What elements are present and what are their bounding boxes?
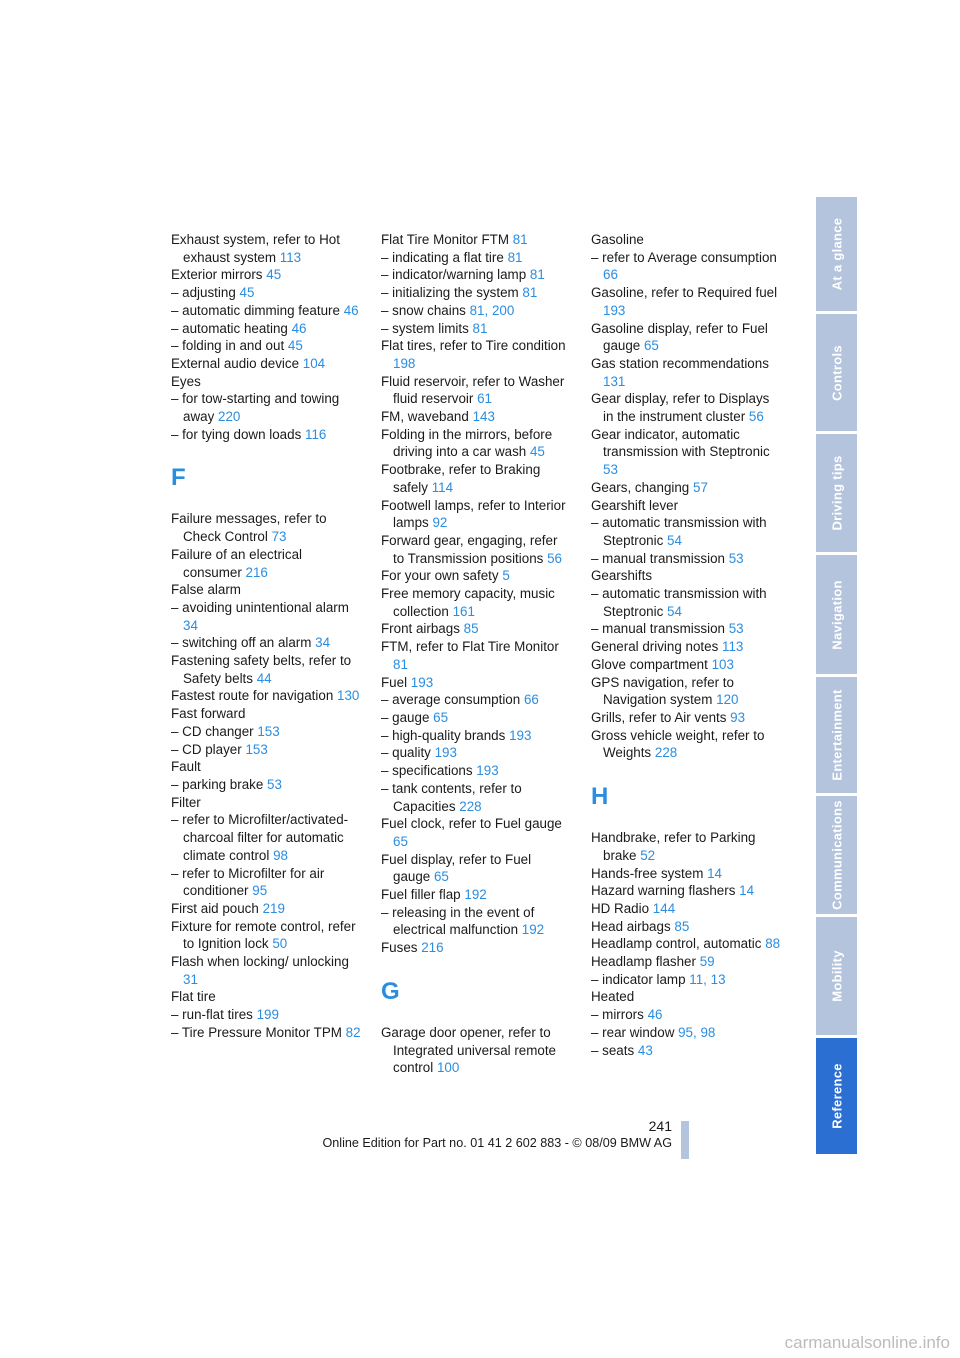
page-link[interactable]: 228 [459, 798, 482, 814]
tab-label: Reference [829, 1063, 844, 1129]
section-letter: H [591, 783, 609, 811]
page-link[interactable]: 5 [502, 568, 510, 584]
watermark: carmanualsonline.info [784, 1333, 950, 1352]
entry-text: – automatic dimming feature [171, 302, 340, 318]
index-entry [591, 988, 781, 1006]
index-entry [381, 461, 571, 496]
tab-navigation[interactable] [816, 555, 857, 674]
page-link[interactable]: 228 [654, 745, 678, 761]
index-entry [171, 741, 361, 759]
entry-text: Fault [171, 759, 201, 775]
page-link[interactable]: 199 [256, 1007, 279, 1023]
page-link[interactable]: 193 [509, 727, 532, 743]
page-link[interactable]: 98 [273, 847, 288, 863]
entry-text: False alarm [171, 582, 241, 598]
page-link[interactable]: 66 [523, 692, 539, 708]
entry-text: – automatic transmission with Steptronic [591, 515, 767, 548]
page-link[interactable]: 54 [667, 603, 682, 619]
page-link[interactable]: 14 [739, 883, 755, 899]
index-entry [171, 723, 361, 741]
page-link[interactable]: 81 [472, 320, 488, 336]
tab-label: Communications [829, 800, 844, 910]
page-link[interactable]: 45 [239, 285, 255, 301]
index-entry [381, 904, 571, 939]
index-entry [171, 988, 361, 1006]
entry-text: Filter [171, 794, 201, 810]
entry-text: Flat tires, refer to Tire condition [381, 338, 566, 354]
index-entry [171, 776, 361, 794]
page-link[interactable]: 198 [393, 355, 416, 371]
entry-text: Footwell lamps, refer to Interior lamps [381, 497, 566, 531]
entry-text: HD Radio [591, 900, 650, 916]
index-entry [171, 811, 361, 864]
entry-text: Handbrake, refer to Parking brake [591, 830, 756, 863]
index-entry [171, 865, 361, 900]
entry-text: Fastening safety belts, refer to Safety belts [171, 653, 352, 686]
page-link[interactable]: 93 [730, 709, 746, 725]
entry-text: Fast forward [171, 706, 246, 722]
page-link[interactable]: 193 [410, 674, 434, 690]
index-entry [381, 638, 571, 673]
page-link[interactable]: 113 [279, 249, 302, 265]
page-link[interactable]: 95 [252, 883, 268, 899]
page-link[interactable]: 192 [521, 922, 545, 938]
index-entry [591, 249, 781, 284]
entry-text: – mirrors [591, 1007, 644, 1023]
page-link[interactable]: 143 [472, 409, 495, 425]
page-link[interactable]: 45 [266, 267, 282, 283]
page-link[interactable]: 100 [436, 1060, 460, 1076]
entry-text: – manual transmission [591, 621, 725, 637]
entry-text: – system limits [381, 320, 469, 336]
page-link[interactable]: 220 [218, 409, 241, 425]
index-entry [381, 762, 571, 780]
section-letter: G [381, 977, 400, 1005]
page-link[interactable]: 65 [433, 869, 449, 885]
page-number: 241 [648, 1118, 672, 1134]
index-entry [591, 865, 781, 883]
page-link[interactable]: 14 [707, 865, 723, 881]
index-entry [171, 426, 361, 444]
page-link[interactable]: 193 [434, 745, 457, 761]
index-column-3 [591, 231, 781, 1059]
entry-text: Exterior mirrors [171, 267, 263, 283]
entry-text: Fuel [381, 674, 408, 690]
tab-label: Driving tips [829, 455, 844, 531]
page-link[interactable]: 34 [315, 635, 331, 651]
page-link[interactable]: 50 [272, 936, 288, 952]
page-link[interactable]: 31 [183, 971, 198, 987]
entry-text: – refer to Microfilter/activated-charcoal filter for automatic climate control [171, 812, 349, 863]
index-entry [171, 705, 361, 723]
page-marker-bar [681, 1121, 689, 1159]
page-link[interactable]: 65 [393, 833, 408, 849]
index-entry [381, 674, 571, 692]
entry-text: Fastest route for navigation [171, 688, 334, 704]
index-entry [591, 953, 781, 971]
entry-text: – indicator/warning lamp [381, 267, 527, 283]
entry-text: Front airbags [381, 621, 460, 637]
page-link[interactable]: 81 [469, 302, 485, 318]
entry-text: – for tow-starting and towing away [171, 391, 340, 425]
index-entry [171, 1024, 361, 1042]
entry-text: Failure messages, refer to Check Control [171, 511, 327, 545]
page-link[interactable]: 81 [507, 249, 523, 265]
page-link[interactable]: 52 [640, 847, 656, 863]
index-entry [171, 302, 361, 320]
entry-text: – average consumption [381, 692, 521, 708]
entry-text: Grills, refer to Air vents [591, 709, 727, 725]
page-link[interactable]: 66 [603, 267, 618, 283]
page-link[interactable]: 192 [464, 887, 487, 903]
entry-text: Fluid reservoir, refer to Washer fluid reservoir [381, 373, 565, 407]
index-entry [171, 758, 361, 776]
entry-text: Eyes [171, 373, 201, 389]
entry-text: Glove compartment [591, 656, 708, 672]
page-link[interactable]: 81 [522, 285, 538, 301]
entry-text: Hazard warning flashers [591, 883, 736, 899]
page-link[interactable]: 92 [432, 515, 448, 531]
page-link[interactable]: 65 [433, 709, 449, 725]
index-entry [171, 918, 361, 953]
entry-text: – indicating a flat tire [381, 249, 504, 265]
page-link[interactable]: 216 [421, 940, 444, 956]
index-entry [591, 918, 781, 936]
index-entry [591, 638, 781, 656]
entry-text: – for tying down loads [171, 426, 302, 442]
entry-text: Fuel display, refer to Fuel gauge [381, 851, 532, 885]
entry-text: Gasoline, refer to Required fuel [591, 285, 778, 301]
page-link[interactable]: 81 [529, 267, 545, 283]
page-link[interactable]: 13 [710, 971, 726, 987]
entry-text: Gear indicator, automatic transmission with Steptronic [591, 426, 770, 460]
page-link[interactable]: 46 [291, 320, 307, 336]
index-entry [171, 231, 361, 266]
index-entry [381, 426, 571, 461]
page-link[interactable]: 81 [393, 656, 408, 672]
entry-text: Head airbags [591, 918, 671, 934]
chapter-tabs [816, 197, 857, 1157]
index-entry [171, 337, 361, 355]
index-entry [171, 581, 361, 599]
entry-text: Folding in the mirrors, before driving into a car wash [381, 426, 553, 460]
index-entry [171, 953, 361, 988]
tab-entertainment[interactable] [816, 677, 857, 793]
index-entry [171, 373, 361, 391]
index-entry [381, 532, 571, 567]
index-entry [171, 510, 361, 545]
entry-text: Gears, changing [591, 479, 690, 495]
index-entry [171, 390, 361, 425]
entry-text: – rear window [591, 1024, 675, 1040]
index-entry [171, 284, 361, 302]
index-entry [381, 727, 571, 745]
entry-text: Flat Tire Monitor FTM [381, 232, 509, 247]
page-link[interactable]: 219 [262, 900, 285, 916]
index-entry [171, 652, 361, 687]
index-entry [591, 620, 781, 638]
index-entry [381, 497, 571, 532]
entry-text: – adjusting [171, 285, 236, 301]
index-entry [591, 284, 781, 319]
page-link[interactable]: 144 [652, 900, 676, 916]
index-entry [381, 231, 571, 249]
entry-text: – initializing the system [381, 285, 519, 301]
entry-text: Fuel filler flap [381, 887, 461, 903]
entry-text: Free memory capacity, music collection [381, 586, 555, 619]
index-entry [381, 886, 571, 904]
entry-text: Footbrake, refer to Braking safely [381, 462, 541, 495]
index-entry [591, 390, 781, 425]
page-link[interactable]: 53 [267, 776, 282, 792]
entry-text: Gasoline [591, 232, 644, 247]
entry-text: Gearshift lever [591, 497, 679, 513]
index-entry [591, 320, 781, 355]
index-entry [591, 882, 781, 900]
index-column-1 [171, 231, 361, 1042]
index-entry [591, 231, 781, 249]
page-link[interactable]: 45 [529, 444, 545, 460]
entry-text: – specifications [381, 763, 473, 779]
page-link[interactable]: 82 [345, 1024, 361, 1040]
entry-text: – Tire Pressure Monitor TPM [171, 1024, 342, 1040]
index-entry [171, 1006, 361, 1024]
page-link[interactable]: 34 [183, 617, 198, 633]
index-entry [381, 249, 571, 267]
index-entry [381, 744, 571, 762]
section-letter: F [171, 464, 186, 492]
tab-label: Navigation [829, 579, 844, 650]
page-link[interactable]: 57 [693, 479, 708, 495]
index-entry [381, 567, 571, 585]
index-entry [381, 408, 571, 426]
index-entry [171, 546, 361, 581]
page-link[interactable]: 43 [637, 1042, 653, 1058]
entry-text: – switching off an alarm [171, 635, 312, 651]
page-link[interactable]: 88 [765, 936, 781, 952]
entry-text: – refer to Average consumption [591, 249, 777, 265]
page-link[interactable]: 120 [716, 692, 739, 708]
page-link[interactable]: 113 [722, 639, 744, 655]
entry-text: – folding in and out [171, 338, 285, 354]
page-link[interactable]: 46 [647, 1007, 663, 1023]
entry-text: – quality [381, 745, 431, 761]
index-entry [591, 355, 781, 390]
index-entry [381, 851, 571, 886]
entry-text: – CD changer [171, 723, 254, 739]
page-link[interactable]: 114 [431, 479, 454, 495]
entry-text: – refer to Microfilter for air conditioner [171, 865, 325, 899]
index-entry [381, 780, 571, 815]
entry-text: GPS navigation, refer to Navigation system [591, 674, 734, 708]
page-link[interactable]: 85 [463, 621, 479, 637]
entry-text: For your own safety [381, 568, 499, 584]
entry-text: – tank contents, refer to Capacities [381, 780, 522, 814]
index-entry [171, 794, 361, 812]
index-entry [591, 567, 781, 585]
index-entry [591, 709, 781, 727]
page-link[interactable]: 153 [245, 741, 268, 757]
page-link[interactable]: 95 [678, 1024, 693, 1040]
index-entry [381, 373, 571, 408]
entry-text: Gas station recommendations [591, 355, 769, 371]
index-entry [381, 284, 571, 302]
entry-text: Fixture for remote control, refer to Ignition lock [171, 918, 356, 952]
page-link[interactable]: 193 [476, 763, 499, 779]
entry-text: Heated [591, 989, 635, 1005]
page-link[interactable]: 153 [257, 723, 280, 739]
index-entry [171, 634, 361, 652]
entry-text: – automatic transmission with Steptronic [591, 586, 767, 619]
index-entry [381, 266, 571, 284]
entry-text: Exhaust system, refer to Hot exhaust system [171, 232, 340, 265]
page-link[interactable]: 200 [491, 302, 515, 318]
entry-text: Flat tire [171, 989, 216, 1005]
tab-label: At a glance [829, 217, 844, 291]
entry-text: – parking brake [171, 776, 264, 792]
entry-text: – releasing in the event of electrical malfunction [381, 904, 535, 938]
index-entry [591, 514, 781, 549]
index-entry [171, 900, 361, 918]
entry-text: General driving notes [591, 639, 719, 655]
entry-text: Gearshifts [591, 568, 653, 584]
page-link[interactable]: 56 [748, 409, 764, 425]
page-link[interactable]: 81 [512, 232, 528, 247]
entry-text: – CD player [171, 741, 242, 757]
index-column-2 [381, 231, 571, 1077]
tab-at-a-glance[interactable] [816, 197, 857, 311]
index-entry [591, 1042, 781, 1060]
index-entry [381, 337, 571, 372]
page-link[interactable]: 65 [643, 338, 659, 354]
page-link[interactable]: 53 [728, 621, 744, 637]
entry-text: Garage door opener, refer to Integrated universal remote control [381, 1024, 557, 1076]
index-entry [381, 691, 571, 709]
page-link[interactable]: 53 [728, 550, 744, 566]
entry-text: FTM, refer to Flat Tire Monitor [381, 639, 559, 655]
index-entry [591, 479, 781, 497]
tab-mobility[interactable] [816, 917, 857, 1035]
index-entry [591, 829, 781, 864]
tab-driving-tips[interactable] [816, 434, 857, 552]
page-link[interactable]: 85 [674, 918, 690, 934]
entry-text: First aid pouch [171, 900, 259, 916]
page-link[interactable]: 56 [547, 550, 562, 566]
page-link[interactable]: 104 [302, 355, 326, 371]
page-link[interactable]: 54 [667, 532, 682, 548]
entry-text: – high-quality brands [381, 727, 506, 743]
page-link[interactable]: 161 [452, 603, 475, 619]
index-entry [381, 815, 571, 850]
entry-text: FM, waveband [381, 409, 469, 425]
page-link[interactable]: 131 [603, 373, 626, 389]
entry-text: Forward gear, engaging, refer to Transmission positions [381, 532, 558, 566]
page-link[interactable]: 61 [477, 391, 493, 407]
page-link[interactable]: 116 [305, 426, 327, 442]
page-link[interactable]: 45 [287, 338, 303, 354]
index-entry [591, 1006, 781, 1024]
entry-text: Headlamp flasher [591, 954, 696, 970]
page-link[interactable]: 73 [271, 529, 287, 545]
index-entry [381, 1024, 571, 1077]
page-link[interactable]: 46 [343, 302, 359, 318]
index-entry: – indicator lamp 11, 13 [591, 971, 726, 987]
entry-text: External audio device [171, 355, 300, 371]
index-entry [171, 355, 361, 373]
index-entry [381, 709, 571, 727]
entry-text: Gross vehicle weight, refer to Weights [591, 727, 765, 761]
entry-text: Gasoline display, refer to Fuel gauge [591, 320, 768, 354]
edition-footer: Online Edition for Part no. 01 41 2 602 883 - © 08/09 BMW AG [322, 1136, 672, 1150]
page-link[interactable]: 53 [603, 462, 618, 478]
index-entry [591, 656, 781, 674]
entry-text: – snow chains [381, 302, 466, 318]
entry-text: – run-flat tires [171, 1007, 253, 1023]
index-entry [171, 599, 361, 634]
index-entry [591, 550, 781, 568]
tab-label: Mobility [829, 950, 844, 1002]
index-entry [381, 620, 571, 638]
tab-controls[interactable] [816, 314, 857, 431]
index-entry [591, 935, 781, 953]
index-entry: – rear window 95, 98 [591, 1024, 716, 1040]
index-entry [171, 320, 361, 338]
index-entry [171, 687, 361, 705]
page-link[interactable]: 11 [689, 971, 704, 987]
page-link[interactable]: 98 [700, 1024, 716, 1040]
page-link[interactable]: 59 [699, 954, 715, 970]
entry-text: – indicator lamp [591, 971, 686, 987]
page-link[interactable]: 216 [245, 564, 268, 580]
page-link[interactable]: 103 [711, 656, 734, 672]
index-entry [591, 497, 781, 515]
index-entry [591, 585, 781, 620]
entry-text: – manual transmission [591, 550, 725, 566]
index-entry [381, 320, 571, 338]
page-link[interactable]: 193 [603, 302, 626, 318]
entry-text: – avoiding unintentional alarm [171, 599, 349, 615]
entry-text: Headlamp control, automatic [591, 936, 762, 952]
tab-reference[interactable] [816, 1038, 857, 1154]
entry-text: Fuel clock, refer to Fuel gauge [381, 816, 562, 832]
index-entry [381, 939, 571, 957]
tab-label: Controls [829, 344, 844, 401]
index-entry [381, 585, 571, 620]
index-entry [591, 674, 781, 709]
entry-text: – seats [591, 1042, 635, 1058]
entry-text: Failure of an electrical consumer [171, 546, 302, 580]
entry-text: Gear display, refer to Displays in the instrument cluster [591, 391, 770, 425]
index-entry [591, 426, 781, 479]
page-link[interactable]: 130 [337, 688, 360, 704]
index-entry: – snow chains 81, 200 [381, 302, 515, 318]
index-entry [171, 266, 361, 284]
entry-text: – automatic heating [171, 320, 288, 336]
entry-text: Fuses [381, 940, 418, 956]
page-link[interactable]: 44 [256, 670, 272, 686]
entry-text: Hands-free system [591, 865, 704, 881]
tab-communications[interactable] [816, 796, 857, 914]
index-entry [591, 727, 781, 762]
entry-text: – gauge [381, 709, 430, 725]
entry-text: Flash when locking/ unlocking [171, 954, 349, 970]
tab-label: Entertainment [829, 689, 844, 781]
index-entry [591, 900, 781, 918]
